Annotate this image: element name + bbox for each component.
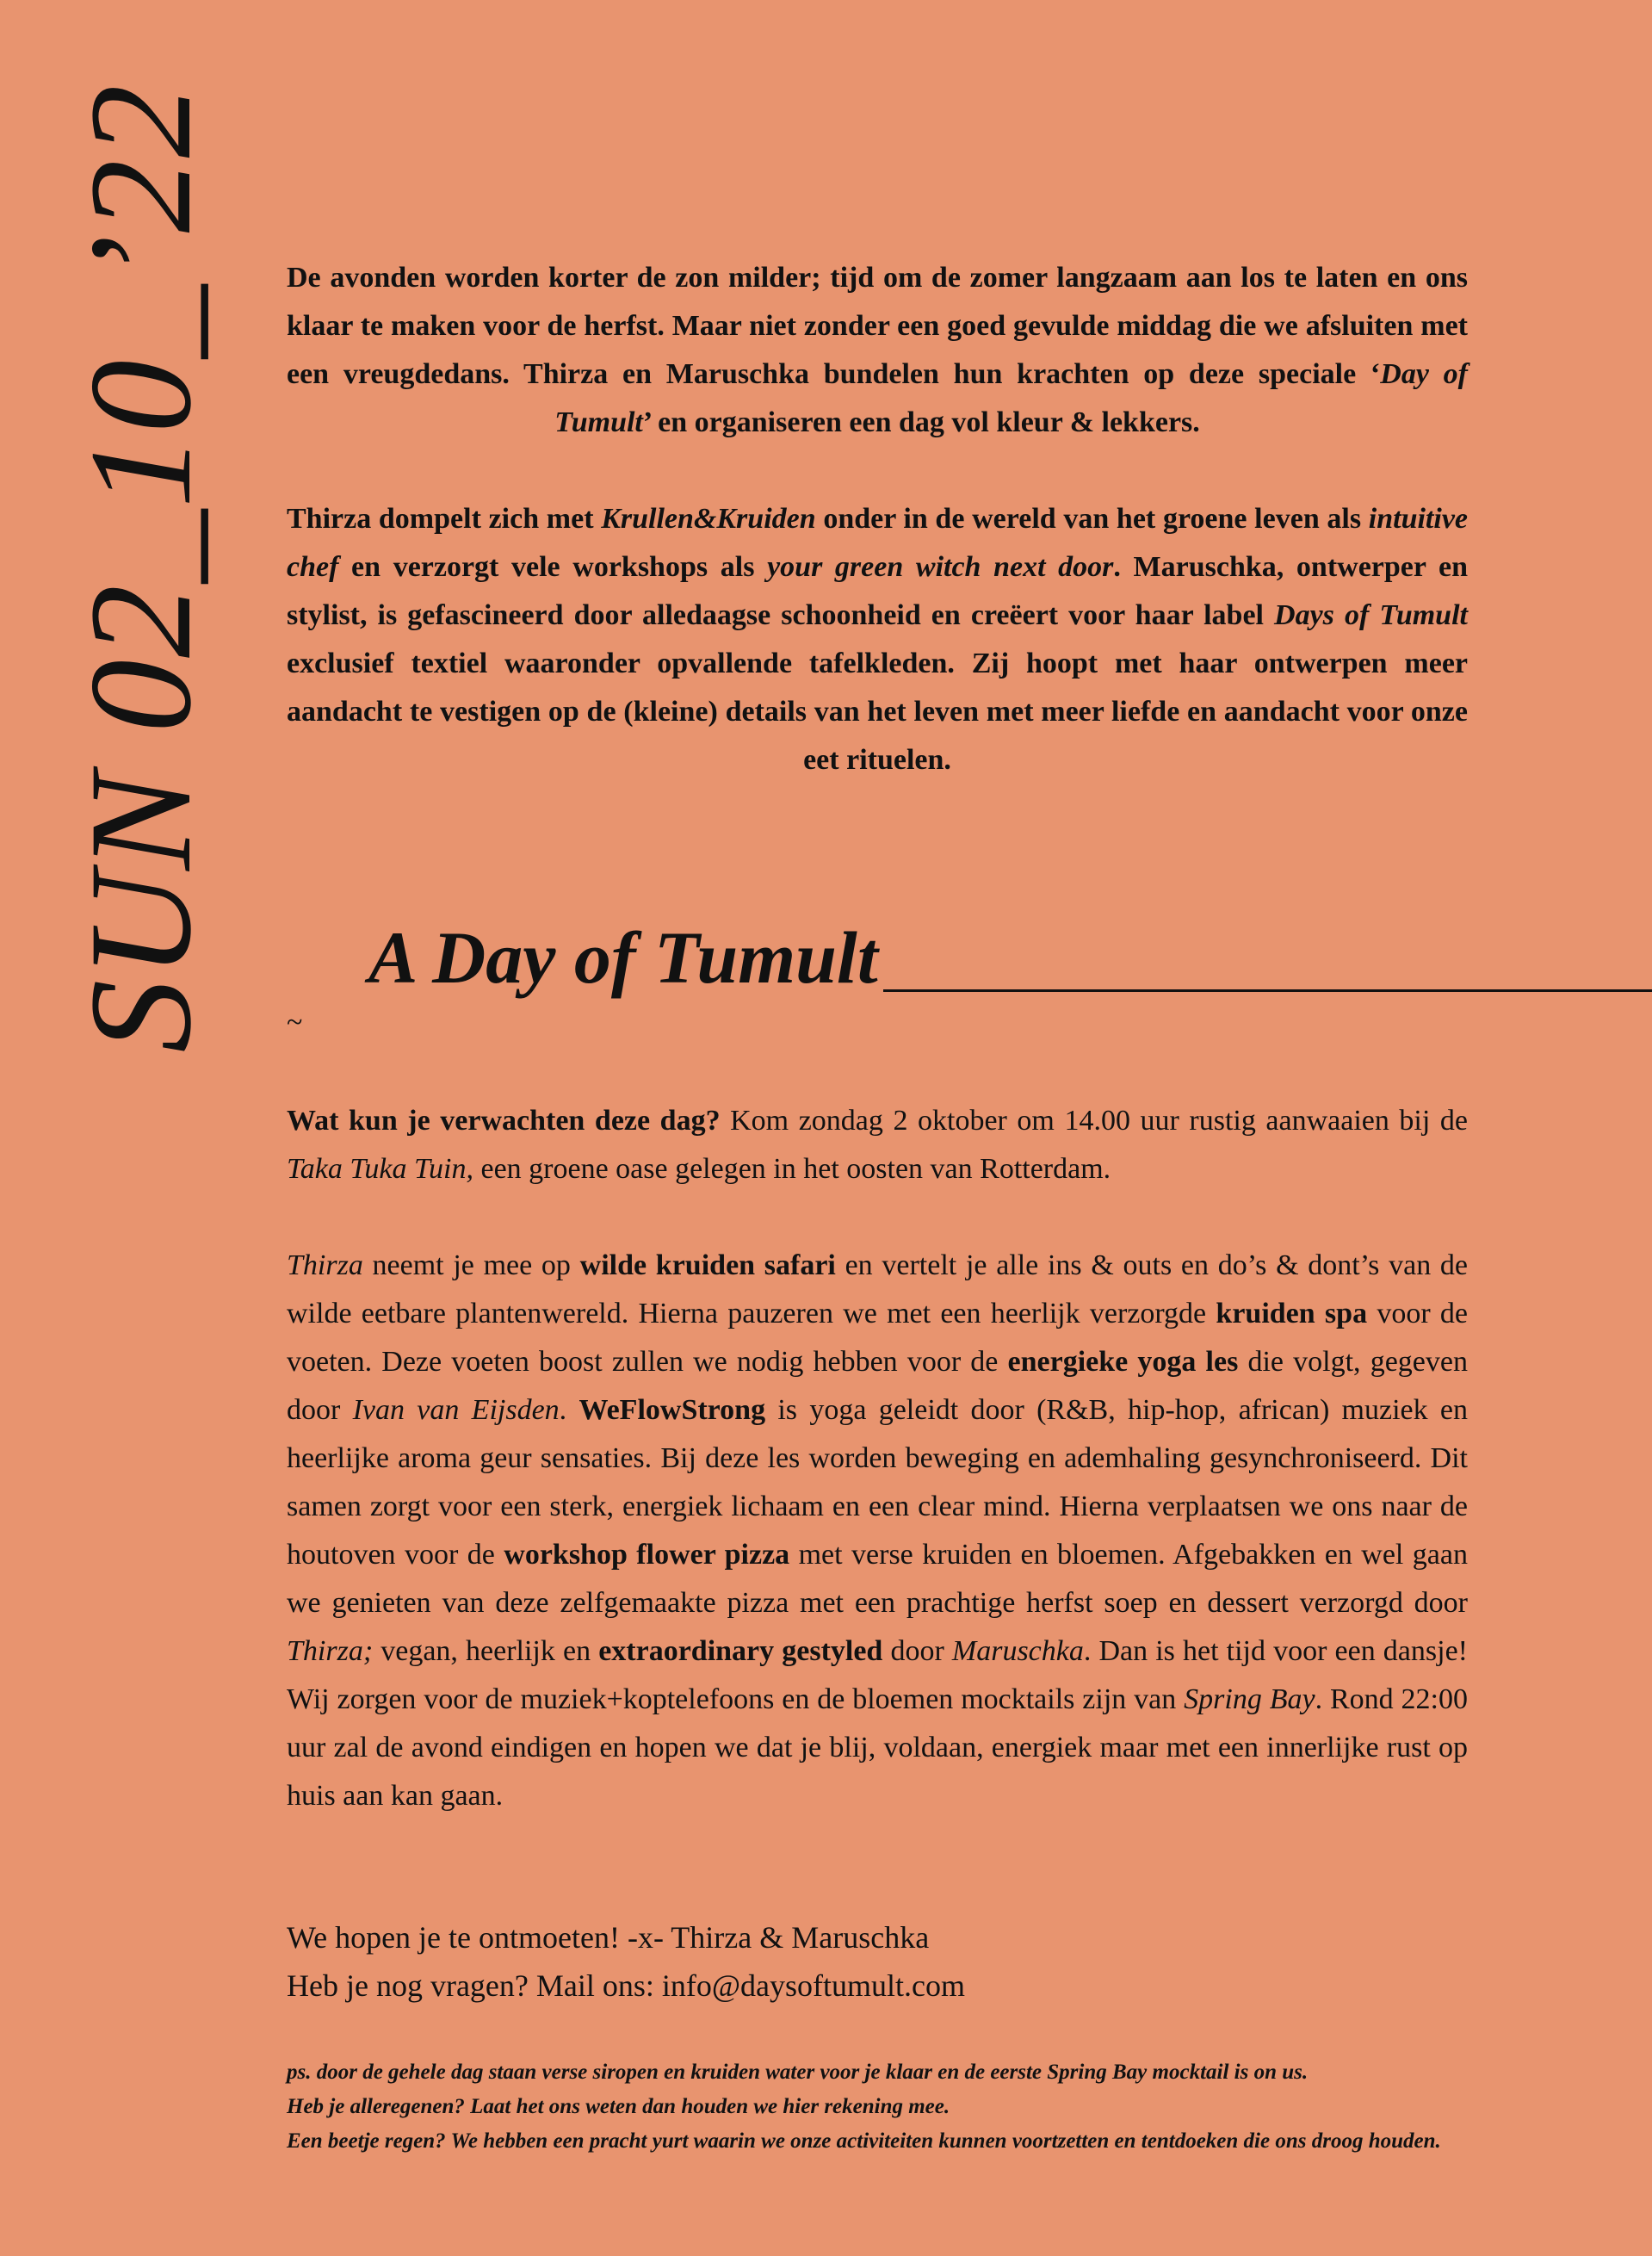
intro-paragraph-1: De avonden worden korter de zon milder; tijd om de zomer langzaam aan los te laten en ons klaar te maken voor de herfst. Maar niet zonder een goed gevulde middag die we afsluiten met een vreugdedans. Thirza en Maruschka bundelen hun krachten op deze speciale ‘Day of Tumult’ en organiseren een dag vol kleur & lekkers. xyxy=(287,262,1468,438)
page-title: A Day of Tumult xyxy=(368,916,878,999)
intro-section xyxy=(287,254,1468,833)
tilde-ornament: ~ xyxy=(287,1007,303,1038)
body-section xyxy=(287,1097,1468,1869)
date-vertical-heading xyxy=(59,71,222,1065)
postscript-section xyxy=(287,2055,1468,2159)
headline-rule xyxy=(883,989,1652,992)
headline-row xyxy=(368,904,1652,999)
ps-line-1: ps. door de gehele dag staan verse siropen en kruiden water voor je klaar en de eerste Spring Bay mocktail is on us. xyxy=(287,2061,1309,2084)
ps-line-2: Heb je alleregenen? Laat het ons weten dan houden we hier rekening mee. xyxy=(287,2095,950,2118)
intro-paragraph-2: Thirza dompelt zich met Krullen&Kruiden onder in de wereld van het groene leven als intuitive chef en verzorgt vele workshops als your green witch next door. Maruschka, ontwerper en stylist, is gefascineerd door alledaagse schoonheid en creëert voor haar label Days of Tumult exclusief textiel waaronder opvallende tafelkleden. Zij hoopt met haar ontwerpen meer aandacht te vestigen op de (kleine) details van het leven met meer liefde en aandacht voor onze eet rituelen. xyxy=(287,503,1468,776)
body-paragraph-1: Wat kun je verwachten deze dag? Kom zondag 2 oktober om 14.00 uur rustig aanwaaien bij de Taka Tuka Tuin, een groene oase gelegen in het oosten van Rotterdam. xyxy=(287,1105,1468,1185)
contact-greeting: We hopen je te ontmoeten! -x- Thirza & Maruschka xyxy=(287,1920,930,1955)
contact-section xyxy=(287,1913,1468,2010)
date-label: SUN 02_10_’22 xyxy=(59,83,221,1053)
contact-email-line: Heb je nog vragen? Mail ons: info@daysoftumult.com xyxy=(287,1968,965,2003)
ps-line-3: Een beetje regen? We hebben een pracht yurt waarin we onze activiteiten kunnen voortzetten en tentdoeken die ons droog houden. xyxy=(287,2129,1441,2153)
body-paragraph-2: Thirza neemt je mee op wilde kruiden safari en vertelt je alle ins & outs en do’s & dont’s van de wilde eetbare plantenwereld. Hierna pauzeren we met een heerlijk verzorgde kruiden spa voor de voeten. Deze voeten boost zullen we nodig hebben voor de energieke yoga les die volgt, gegeven door Ivan van Eijsden. WeFlowStrong is yoga geleidt door (R&B, hip-hop, african) muziek en heerlijke aroma geur sensaties. Bij deze les worden beweging en ademhaling gesynchroniseerd. Dit samen zorgt voor een sterk, energiek lichaam en een clear mind. Hierna verplaatsen we ons naar de houtoven voor de workshop flower pizza met verse kruiden en bloemen. Afgebakken en wel gaan we genieten van deze zelfgemaakte pizza met een prachtige herfst soep en dessert verzorgd door Thirza; vegan, heerlijk en extraordinary gestyled door Maruschka. Dan is het tijd voor een dansje! Wij zorgen voor de muziek+koptelefoons en de bloemen mocktails zijn van Spring Bay. Rond 22:00 uur zal de avond eindigen en hopen we dat je blij, voldaan, energiek maar met een innerlijke rust op huis aan kan gaan. xyxy=(287,1249,1468,1812)
